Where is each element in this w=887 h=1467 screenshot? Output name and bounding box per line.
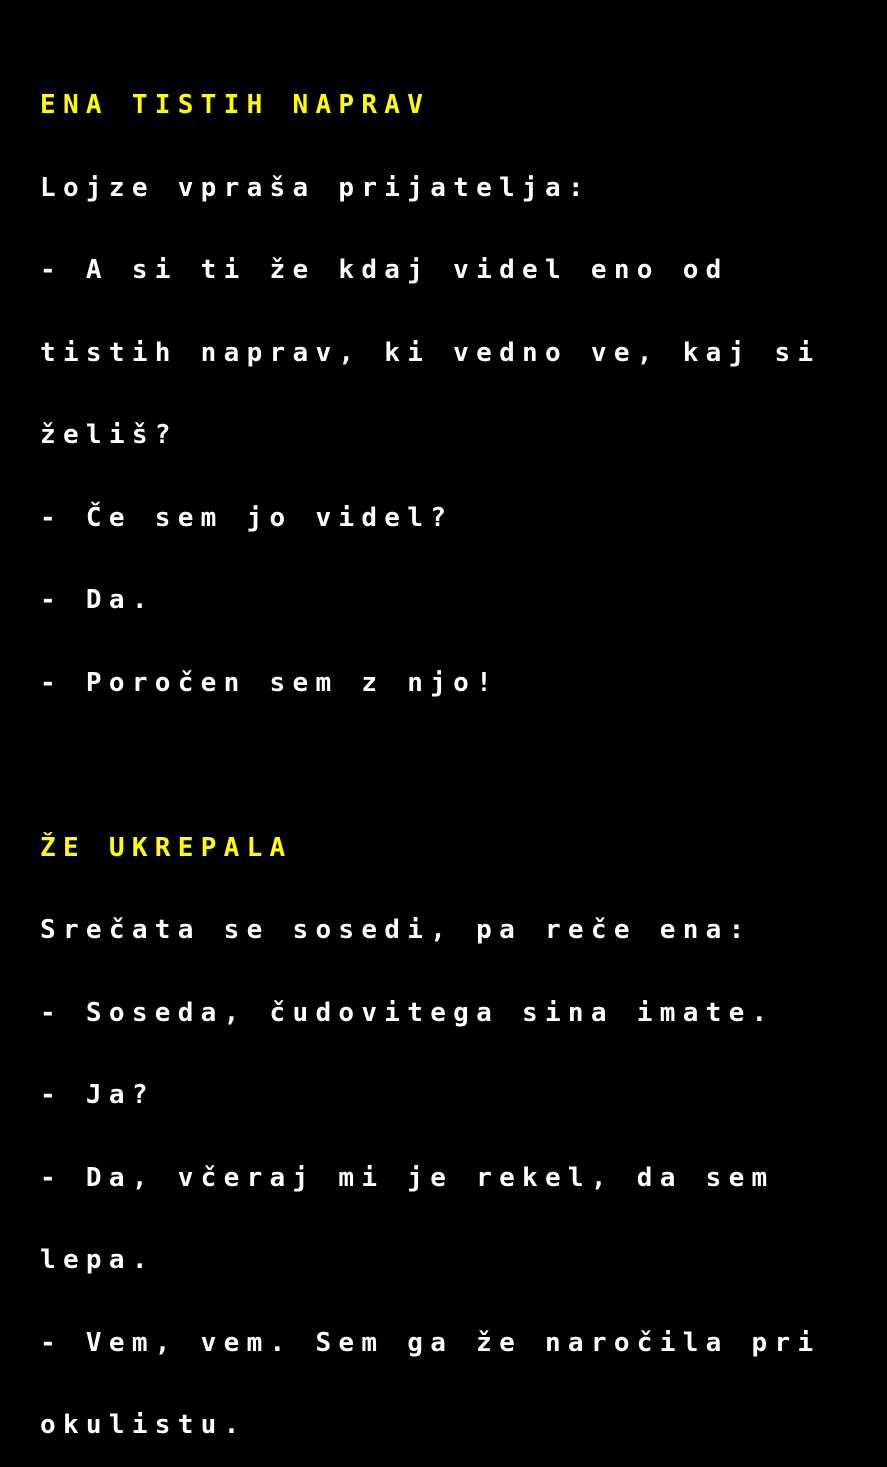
spacer — [40, 752, 887, 780]
joke-2-line: Srečata se sosedi, pa reče ena: — [40, 915, 752, 945]
joke-1-line: - Poročen sem z njo! — [40, 667, 500, 698]
joke-1-line: Lojze vpraša prijatelja: — [40, 172, 591, 203]
joke-1-line: - Če sem jo videl? — [40, 502, 454, 533]
joke-2-line: okulistu. — [40, 1410, 247, 1440]
joke-2-line: - Ja? — [40, 1080, 155, 1110]
joke-1-line: - Da. — [40, 585, 155, 615]
joke-1-line: - A si ti že kdaj videl eno od — [40, 255, 729, 285]
joke-2-title: ŽE UKREPALA — [40, 832, 293, 863]
joke-1-line: želiš? — [40, 420, 178, 450]
joke-1-title: ENA TISTIH NAPRAV — [40, 90, 431, 120]
joke-2-line: - Soseda, čudovitega sina imate. — [40, 997, 775, 1028]
joke-2-line: lepa. — [40, 1245, 155, 1275]
joke-1-line: tistih naprav, ki vedno ve, kaj si — [40, 337, 821, 368]
joke-2-line: - Da, včeraj mi je rekel, da sem — [40, 1162, 775, 1193]
joke-2-line: - Vem, vem. Sem ga že naročila pri — [40, 1327, 821, 1358]
